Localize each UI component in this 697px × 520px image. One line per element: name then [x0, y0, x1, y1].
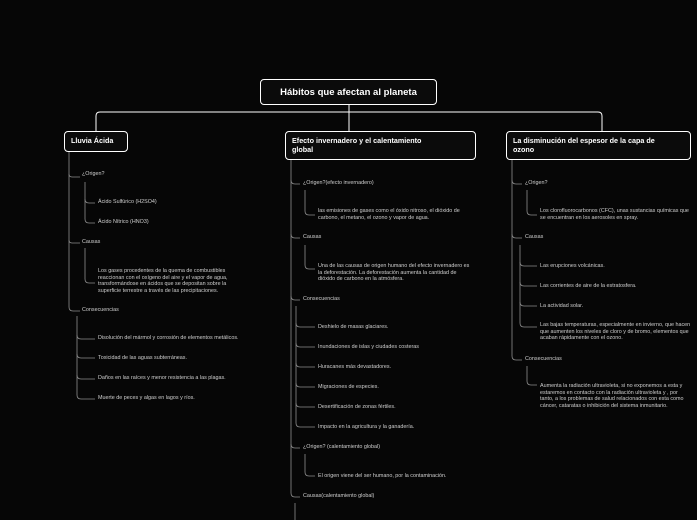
node-origen-text[interactable]: las emisiones de gases como el óxido nitroso, el dióxido de carbono, el metano, el ozono y vapor de agua.	[318, 208, 460, 221]
node-item[interactable]: La actividad solar.	[540, 303, 584, 309]
topic-lluvia-acida[interactable]	[64, 131, 128, 152]
node-consecuencias[interactable]: Consecuencias	[303, 296, 340, 302]
topic-title-line: global	[292, 145, 314, 154]
node-item[interactable]: Disolución del mármol y corrosión de elementos metálicos.	[98, 335, 239, 341]
node-causas-text[interactable]: Las bajas temperaturas, especialmente en invierno, que hacen que aumenten los niveles de cloro y de bromo, elementos que acaban rápidamente con el ozono.	[540, 322, 691, 342]
node-item[interactable]: Las corrientes de aire de la estratosfera.	[540, 283, 637, 289]
node-causas-calentamiento[interactable]: Causas(calentamiento global)	[303, 493, 375, 499]
node-item[interactable]: Huracanes más devastadores.	[318, 364, 392, 370]
node-item[interactable]: Desertificación de zonas fértiles.	[318, 404, 396, 410]
node-origen-text[interactable]: Los clorofluorocarbonos (CFC), unas sustancias químicas que se encuentran en los aerosoles en spray.	[540, 208, 689, 221]
node-causas[interactable]: Causas	[82, 239, 101, 245]
node-item[interactable]: Migraciones de especies.	[318, 384, 379, 390]
node-item[interactable]: Las erupciones volcánicas.	[540, 263, 605, 269]
topic-title-line: La disminución del espesor de la capa de	[513, 136, 655, 145]
node-item[interactable]: Inundaciones de islas y ciudades costeras	[318, 344, 419, 350]
topic-title: Lluvia Ácida	[71, 136, 114, 145]
node-origen-calentamiento[interactable]: ¿Origen? (calentamiento global)	[303, 444, 381, 450]
node-item[interactable]: Deshielo de masas glaciares.	[318, 324, 389, 330]
node-causas[interactable]: Causas	[525, 234, 544, 240]
node-origen[interactable]: ¿Origen?	[525, 180, 548, 186]
node-item[interactable]: Ácido Nítrico (HNO3)	[98, 219, 149, 225]
root-title: Hábitos que afectan al planeta	[280, 86, 417, 98]
node-item[interactable]: Muerte de peces y algas en lagos y ríos.	[98, 395, 195, 401]
node-item[interactable]: Ácido Sulfúrico (H2SO4)	[98, 199, 157, 205]
node-origen-calentamiento-text[interactable]: El origen viene del ser humano, por la contaminación.	[318, 473, 447, 479]
topic-title-line: ozono	[513, 145, 535, 154]
node-item[interactable]: Daños en las raíces y menor resistencia a las plagas.	[98, 375, 226, 381]
topic-capa-ozono[interactable]	[506, 131, 691, 160]
node-consecuencias-text[interactable]: Aumenta la radiación ultravioleta, si no exponemos a esta y estaremos en contacto con la radiación ultravioleta y , por tanto, a los problemas de salud relacionados con esta como cáncer, cataratas o inhibición del sistema inmunitario.	[540, 383, 684, 409]
topic-efecto-invernadero[interactable]	[285, 131, 476, 160]
node-origen[interactable]: ¿Origen?(efecto invernadero)	[303, 180, 374, 186]
node-item[interactable]: Impacto en la agricultura y la ganadería.	[318, 424, 415, 430]
node-causas[interactable]: Causas	[303, 234, 322, 240]
node-consecuencias[interactable]: Consecuencias	[82, 307, 119, 313]
node-consecuencias[interactable]: Consecuencias	[525, 356, 562, 362]
node-causas-text[interactable]: Los gases procedentes de la quema de combustibles reaccionan con el oxígeno del aire y el vapor de agua, transformándose en ácidos que se depositan sobre la superficie terrestre a través de las precipitaciones.	[98, 268, 228, 294]
node-origen[interactable]: ¿Origen?	[82, 171, 105, 177]
root-node[interactable]	[260, 79, 437, 105]
node-causas-text[interactable]: Una de las causas de origen humano del efecto invernadero es la deforestación. La deforestación aumenta la cantidad de dióxido de carbono en la atmósfera.	[318, 263, 470, 283]
topic-title-line: Efecto invernadero y el calentamiento	[292, 136, 422, 145]
node-item[interactable]: Toxicidad de las aguas subterráneas.	[98, 355, 187, 361]
